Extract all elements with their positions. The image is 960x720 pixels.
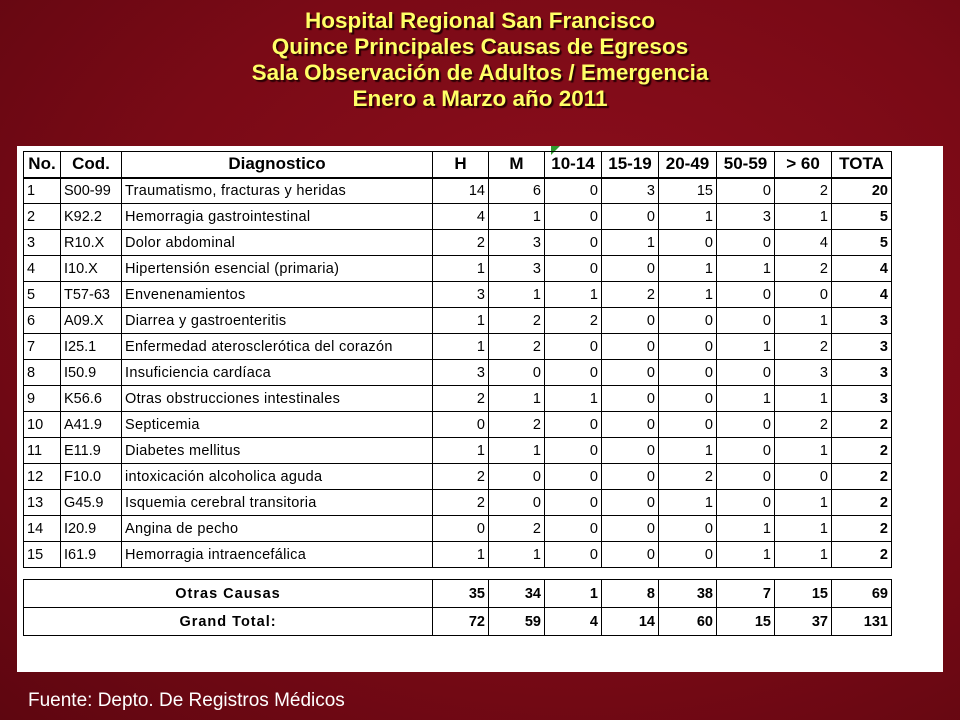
- cell-total: 2: [832, 438, 892, 464]
- cell-total: 5: [832, 230, 892, 256]
- summary-cell-m: 34: [489, 580, 545, 608]
- cell-total: 3: [832, 334, 892, 360]
- header-60-plus: > 60: [775, 152, 832, 178]
- cell-cod: E11.9: [61, 438, 122, 464]
- cell-total: 2: [832, 490, 892, 516]
- table-row: [24, 386, 892, 412]
- cell-60-plus: 2: [775, 178, 832, 204]
- table-row: [24, 360, 892, 386]
- cell-diagnostico: Hipertensión esencial (primaria): [122, 256, 433, 282]
- cell-m: 0: [489, 360, 545, 386]
- cell-50-59: 0: [717, 178, 775, 204]
- cell-15-19: 0: [602, 360, 659, 386]
- summary-cell-50-59: 15: [717, 608, 775, 636]
- cell-15-19: 0: [602, 438, 659, 464]
- header-diagnostico: Diagnostico: [122, 152, 433, 178]
- title-line-2: Quince Principales Causas de Egresos: [271, 34, 689, 59]
- cell-h: 0: [433, 412, 489, 438]
- cell-diagnostico: Insuficiencia cardíaca: [122, 360, 433, 386]
- cell-cod: K56.6: [61, 386, 122, 412]
- cell-50-59: 0: [717, 360, 775, 386]
- table-row: [24, 412, 892, 438]
- cell-20-49: 1: [659, 256, 717, 282]
- cell-total: 3: [832, 308, 892, 334]
- summary-cell-m: 59: [489, 608, 545, 636]
- cell-h: 2: [433, 386, 489, 412]
- cell-h: 1: [433, 256, 489, 282]
- cell-10-14: 0: [545, 256, 602, 282]
- summary-cell-h: 72: [433, 608, 489, 636]
- cell-50-59: 0: [717, 490, 775, 516]
- title-line-4: Enero a Marzo año 2011: [352, 86, 608, 111]
- cell-20-49: 2: [659, 464, 717, 490]
- cell-h: 3: [433, 360, 489, 386]
- cell-20-49: 1: [659, 490, 717, 516]
- grand-total-row: [24, 608, 892, 636]
- cell-50-59: 0: [717, 308, 775, 334]
- cell-no: 13: [24, 490, 61, 516]
- table-row: [24, 516, 892, 542]
- cell-diagnostico: Envenenamientos: [122, 282, 433, 308]
- cell-diagnostico: Enfermedad aterosclerótica del corazón: [122, 334, 433, 360]
- cell-total: 5: [832, 204, 892, 230]
- cell-diagnostico: Diabetes mellitus: [122, 438, 433, 464]
- summary-cell-10-14: 1: [545, 580, 602, 608]
- cell-diagnostico: Traumatismo, fracturas y heridas: [122, 178, 433, 204]
- cell-10-14: 0: [545, 334, 602, 360]
- cell-no: 7: [24, 334, 61, 360]
- cell-50-59: 0: [717, 464, 775, 490]
- summary-cell-60-plus: 15: [775, 580, 832, 608]
- cell-15-19: 3: [602, 178, 659, 204]
- cell-total: 3: [832, 360, 892, 386]
- cell-60-plus: 1: [775, 386, 832, 412]
- cell-m: 1: [489, 282, 545, 308]
- cell-60-plus: 1: [775, 542, 832, 568]
- cell-20-49: 0: [659, 308, 717, 334]
- header-m: M: [489, 152, 545, 178]
- cell-no: 5: [24, 282, 61, 308]
- cell-cod: I50.9: [61, 360, 122, 386]
- cell-50-59: 0: [717, 282, 775, 308]
- cell-10-14: 0: [545, 542, 602, 568]
- cell-50-59: 0: [717, 412, 775, 438]
- cell-cod: I25.1: [61, 334, 122, 360]
- cell-h: 1: [433, 542, 489, 568]
- table-row: [24, 230, 892, 256]
- cell-10-14: 0: [545, 516, 602, 542]
- cell-20-49: 0: [659, 412, 717, 438]
- cell-m: 0: [489, 464, 545, 490]
- summary-cell-10-14: 4: [545, 608, 602, 636]
- cell-60-plus: 1: [775, 490, 832, 516]
- cell-cod: T57-63: [61, 282, 122, 308]
- cell-m: 1: [489, 438, 545, 464]
- header-10-14: 10-14: [545, 152, 602, 178]
- cell-20-49: 0: [659, 542, 717, 568]
- cell-h: 14: [433, 178, 489, 204]
- cell-no: 2: [24, 204, 61, 230]
- cell-20-49: 0: [659, 230, 717, 256]
- cell-10-14: 0: [545, 464, 602, 490]
- cell-20-49: 0: [659, 334, 717, 360]
- summary-cell-total: 69: [832, 580, 892, 608]
- cell-diagnostico: Dolor abdominal: [122, 230, 433, 256]
- table-row: [24, 464, 892, 490]
- egresos-table: [23, 151, 892, 636]
- cell-no: 1: [24, 178, 61, 204]
- cell-cod: F10.0: [61, 464, 122, 490]
- summary-cell-50-59: 7: [717, 580, 775, 608]
- table-row: [24, 178, 892, 204]
- table-row: [24, 204, 892, 230]
- cell-10-14: 0: [545, 412, 602, 438]
- cell-diagnostico: Septicemia: [122, 412, 433, 438]
- cell-20-49: 0: [659, 360, 717, 386]
- cell-10-14: 0: [545, 178, 602, 204]
- cell-cod: I61.9: [61, 542, 122, 568]
- header-cod: Cod.: [61, 152, 122, 178]
- cell-m: 3: [489, 256, 545, 282]
- cell-50-59: 0: [717, 438, 775, 464]
- table-row: [24, 282, 892, 308]
- cell-h: 2: [433, 490, 489, 516]
- cell-m: 1: [489, 542, 545, 568]
- cell-no: 10: [24, 412, 61, 438]
- cell-diagnostico: Otras obstrucciones intestinales: [122, 386, 433, 412]
- cell-m: 3: [489, 230, 545, 256]
- cell-diagnostico: intoxicación alcoholica aguda: [122, 464, 433, 490]
- cell-10-14: 1: [545, 386, 602, 412]
- cell-15-19: 0: [602, 490, 659, 516]
- table-row: [24, 542, 892, 568]
- cell-60-plus: 3: [775, 360, 832, 386]
- cell-60-plus: 4: [775, 230, 832, 256]
- table-row: [24, 334, 892, 360]
- otras-causas-row: [24, 580, 892, 608]
- cell-15-19: 2: [602, 282, 659, 308]
- cell-h: 2: [433, 464, 489, 490]
- cell-15-19: 0: [602, 542, 659, 568]
- cell-15-19: 0: [602, 256, 659, 282]
- cell-no: 8: [24, 360, 61, 386]
- header-row: [24, 152, 892, 178]
- cell-60-plus: 2: [775, 412, 832, 438]
- cell-cod: I20.9: [61, 516, 122, 542]
- cell-h: 1: [433, 438, 489, 464]
- cell-50-59: 1: [717, 334, 775, 360]
- cell-10-14: 0: [545, 204, 602, 230]
- cell-60-plus: 1: [775, 204, 832, 230]
- cell-60-plus: 0: [775, 282, 832, 308]
- cell-diagnostico: Diarrea y gastroenteritis: [122, 308, 433, 334]
- cell-no: 11: [24, 438, 61, 464]
- cell-50-59: 1: [717, 542, 775, 568]
- cell-no: 14: [24, 516, 61, 542]
- cell-10-14: 1: [545, 282, 602, 308]
- cell-10-14: 0: [545, 490, 602, 516]
- cell-total: 4: [832, 256, 892, 282]
- cell-10-14: 0: [545, 438, 602, 464]
- cell-cod: R10.X: [61, 230, 122, 256]
- cell-no: 6: [24, 308, 61, 334]
- cell-15-19: 0: [602, 334, 659, 360]
- table-row: [24, 438, 892, 464]
- cell-diagnostico: Isquemia cerebral transitoria: [122, 490, 433, 516]
- cell-h: 1: [433, 308, 489, 334]
- title-line-1: Hospital Regional San Francisco: [304, 8, 656, 33]
- cell-10-14: 2: [545, 308, 602, 334]
- cell-20-49: 0: [659, 516, 717, 542]
- summary-cell-20-49: 38: [659, 580, 717, 608]
- cell-50-59: 1: [717, 256, 775, 282]
- cell-50-59: 1: [717, 516, 775, 542]
- summary-label: Grand Total:: [24, 608, 433, 636]
- cell-cod: S00-99: [61, 178, 122, 204]
- header-15-19: 15-19: [602, 152, 659, 178]
- cell-60-plus: 2: [775, 256, 832, 282]
- summary-cell-15-19: 8: [602, 580, 659, 608]
- cell-cod: A41.9: [61, 412, 122, 438]
- cell-15-19: 0: [602, 204, 659, 230]
- cell-m: 2: [489, 334, 545, 360]
- cell-diagnostico: Angina de pecho: [122, 516, 433, 542]
- cell-50-59: 0: [717, 230, 775, 256]
- cell-20-49: 15: [659, 178, 717, 204]
- cell-h: 3: [433, 282, 489, 308]
- spacer-cell: [24, 568, 892, 580]
- cell-m: 0: [489, 490, 545, 516]
- cell-total: 2: [832, 464, 892, 490]
- cell-15-19: 0: [602, 308, 659, 334]
- cell-cod: I10.X: [61, 256, 122, 282]
- cell-50-59: 3: [717, 204, 775, 230]
- cell-m: 2: [489, 308, 545, 334]
- header-20-49: 20-49: [659, 152, 717, 178]
- cell-no: 15: [24, 542, 61, 568]
- source-note: Fuente: Depto. De Registros Médicos: [28, 690, 345, 711]
- table-row: [24, 256, 892, 282]
- cell-m: 1: [489, 204, 545, 230]
- cell-20-49: 1: [659, 282, 717, 308]
- title-line-3: Sala Observación de Adultos / Emergencia: [251, 60, 709, 85]
- cell-15-19: 0: [602, 516, 659, 542]
- cell-total: 20: [832, 178, 892, 204]
- cell-20-49: 0: [659, 386, 717, 412]
- cell-total: 3: [832, 386, 892, 412]
- cell-h: 0: [433, 516, 489, 542]
- cell-diagnostico: Hemorragia intraencefálica: [122, 542, 433, 568]
- cell-50-59: 1: [717, 386, 775, 412]
- spacer-row: [24, 568, 892, 580]
- table-row: [24, 308, 892, 334]
- cell-15-19: 0: [602, 464, 659, 490]
- cell-h: 4: [433, 204, 489, 230]
- cell-60-plus: 0: [775, 464, 832, 490]
- cell-h: 1: [433, 334, 489, 360]
- summary-cell-h: 35: [433, 580, 489, 608]
- cell-60-plus: 2: [775, 334, 832, 360]
- cell-m: 2: [489, 412, 545, 438]
- header-total: TOTA: [832, 152, 892, 178]
- summary-cell-total: 131: [832, 608, 892, 636]
- cell-total: 2: [832, 516, 892, 542]
- cell-no: 12: [24, 464, 61, 490]
- cell-20-49: 1: [659, 204, 717, 230]
- cell-10-14: 0: [545, 360, 602, 386]
- cell-15-19: 0: [602, 386, 659, 412]
- cell-total: 2: [832, 542, 892, 568]
- cell-60-plus: 1: [775, 308, 832, 334]
- cell-cod: A09.X: [61, 308, 122, 334]
- summary-label: Otras Causas: [24, 580, 433, 608]
- cell-cod: G45.9: [61, 490, 122, 516]
- cell-no: 9: [24, 386, 61, 412]
- cell-m: 1: [489, 386, 545, 412]
- cell-cod: K92.2: [61, 204, 122, 230]
- slide-title: [0, 8, 960, 112]
- cell-h: 2: [433, 230, 489, 256]
- cell-total: 2: [832, 412, 892, 438]
- spreadsheet-panel: [17, 146, 943, 672]
- cell-15-19: 1: [602, 230, 659, 256]
- cell-m: 6: [489, 178, 545, 204]
- cell-total: 4: [832, 282, 892, 308]
- summary-cell-20-49: 60: [659, 608, 717, 636]
- cell-10-14: 0: [545, 230, 602, 256]
- header-50-59: 50-59: [717, 152, 775, 178]
- cell-diagnostico: Hemorragia gastrointestinal: [122, 204, 433, 230]
- summary-cell-15-19: 14: [602, 608, 659, 636]
- cell-20-49: 1: [659, 438, 717, 464]
- cell-60-plus: 1: [775, 438, 832, 464]
- cell-no: 3: [24, 230, 61, 256]
- cell-15-19: 0: [602, 412, 659, 438]
- cell-m: 2: [489, 516, 545, 542]
- cell-60-plus: 1: [775, 516, 832, 542]
- header-h: H: [433, 152, 489, 178]
- summary-cell-60-plus: 37: [775, 608, 832, 636]
- cell-no: 4: [24, 256, 61, 282]
- table-row: [24, 490, 892, 516]
- header-no: No.: [24, 152, 61, 178]
